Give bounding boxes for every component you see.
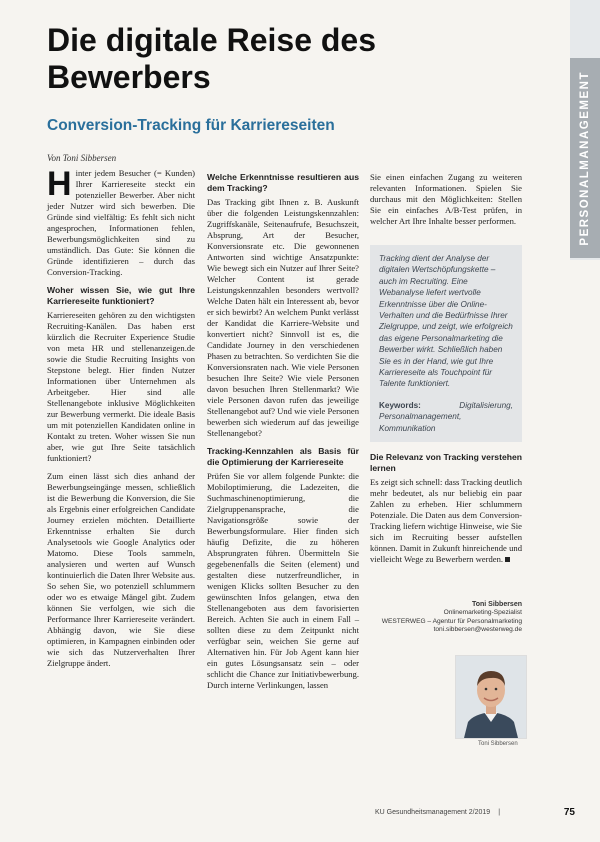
bio-role: Onlinemarketing-Spezialist bbox=[443, 609, 522, 617]
bio-company: WESTERWEG – Agentur für Personalmarketing bbox=[381, 617, 522, 625]
bio-name: Toni Sibbersen bbox=[471, 601, 522, 608]
body-paragraph: Prüfen Sie vor allem folgende Punkte: die Mobiloptimierung, die Ladezeiten, die Suchmaschinenoptimierung, die Zielgruppenansprache, die Navigationsgröße sowie der Bewerbungsformulare. Hier finden sich häufig Defizite, die zu höheren Absprungraten führen. Übermitteln Sie gegebenenfalls die Seiten (element) und gestalten diese nutzerfreundlicher, in wenigen Klicks sollten Besucher zu den gewünschten Infos gelangen, etwa den Stellenangeboten aus dem favorisierten Bereich. Achten Sie auch in einem Fall – sollten diese zu dem Zeitpunkt nicht verfügbar sein, weichen Sie gerne auf Alternativen hin. Für Job Agent kann hier ein gutes Lösungsansatz sein – oder schlicht die Chance zur Initiativbewerbung. Durch interne Verlinkungen, lassen bbox=[207, 471, 359, 690]
keywords-text: Digitalisierung, Personalmanagement, Kommunikation bbox=[379, 400, 513, 433]
bio-email: toni.sibbersen@westerweg.de bbox=[433, 626, 522, 634]
section-heading: Welche Erkenntnisse resultieren aus dem Tracking? bbox=[207, 172, 359, 193]
body-paragraph: Sie einen einfachen Zugang zu weiteren relevanten Informationen. Spielen Sie durchaus mit den Möglichkeiten: Stellen Sie ein einfaches A/B-Test prüfen, in welcher Art Ihre Inhalte besser performen. bbox=[370, 172, 522, 226]
body-paragraph bbox=[370, 477, 522, 565]
section-tab-label: PERSONALMANAGEMENT bbox=[579, 70, 591, 246]
section-heading: Tracking-Kennzahlen als Basis für die Optimierung der Karriereseite bbox=[207, 446, 359, 467]
intro-text: inter jedem Besucher (= Kunden) Ihrer Karriereseite steckt ein potenzieller Bewerber. Aber nicht jeder Nutzer wird sich bewerben. Die Gründe sind vielfältig: Es fehlt sich nicht angesprochen, Informationen fehlen, Bewerbungsmöglichkeiten sind zu umständlich. Das Gute: Sie können die Gründe identifizieren – durch das Conversion-Tracking. bbox=[47, 168, 195, 277]
article-subtitle: Conversion-Tracking für Karriereseiten bbox=[47, 117, 335, 134]
photo-credit: Toni Sibbersen bbox=[478, 741, 518, 747]
column-1 bbox=[47, 165, 195, 676]
journal-name: KU Gesundheitsmanagement 2/2019 bbox=[375, 809, 491, 816]
column-2 bbox=[207, 172, 359, 698]
page-number: 75 bbox=[563, 807, 575, 818]
article-title: Die digitale Reise des Bewerbers bbox=[47, 22, 377, 95]
keywords bbox=[379, 400, 513, 434]
column-3 bbox=[370, 172, 522, 572]
section-tab bbox=[570, 58, 600, 258]
drop-cap: H bbox=[47, 165, 72, 203]
section-heading: Die Relevanz von Tracking verstehen lernen bbox=[370, 452, 522, 473]
keywords-label: Keywords: bbox=[379, 400, 421, 410]
end-mark-icon bbox=[505, 557, 510, 562]
body-paragraph: Zum einen lässt sich dies anhand der Bewerbungseingänge messen, schließlich ist die Bewerbung die Konversion, die Sie als Ergebnis einer erfolgreichen Candidate Journey erzielen möchten. Detaillierte Erkenntnisse erhalten Sie durch Analysetools wie Google Analytics oder Matomo. Diese Tools sammeln, analysieren und werten auf Wunsch kontinuierlich die Daten Ihrer Website aus. So sehen Sie, wo potenziell schlummern oder wo es etwaige Mängel gibt. Zudem können Sie verfolgen, wie sich die Performance Ihrer Karriereseite verändert. Abhängig davon, wie Sie diese optimieren, in Kampagnen einbinden oder wie sich das Nutzerverhalten Ihrer Zielgruppe ändert. bbox=[47, 471, 195, 668]
author-bio bbox=[372, 601, 522, 635]
author-photo bbox=[455, 655, 527, 739]
footer-separator: | bbox=[498, 809, 501, 816]
section-heading: Woher wissen Sie, wie gut Ihre Karriereseite funktioniert? bbox=[47, 285, 195, 306]
body-paragraph: Karriereseiten gehören zu den wichtigsten Recruiting-Kanälen. Das haben erst kürzlich die Recruiter Experience Studie von meta HR und stellenanzeigen.de sowie die Studie Recruiting Insights von Stepstone belegt. Hier finden Nutzer Informationen über Unternehmen als Arbeitgeber. Hier sind alle Stellenangebote inklusive Möglichkeiten zur Bewerbung vermerkt. Die ideale Basis um mit potenziellen Kandidaten online in Kontakt zu treten. Woher wissen Sie nun aber, wie gut Ihre Seite tatsächlich funktioniert? bbox=[47, 310, 195, 463]
pull-quote: Tracking dient der Analyse der digitalen Wertschöpfungskette – auch im Recruiting. Eine Webanalyse liefert wertvolle Erkenntnisse über die Online-Verhalten und die Bedürfnisse Ihrer Zielgruppe, und zeigt, wie erfolgreich das eigene Personalmarketing die Bewerber wirkt. Schließlich haben Sie es in der Hand, wie gut Ihre Karriereseite als Touchpoint für Talente funktioniert. bbox=[379, 254, 513, 389]
page-footer bbox=[375, 807, 575, 818]
pull-quote-box bbox=[370, 245, 522, 442]
closing-text: Es zeigt sich schnell: dass Tracking deutlich mehr bedeutet, als nur beliebig ein paar Zahlen zu erheben. Hier schlummern Potenziale. Die Daten aus dem Conversion-Tracking liefern wichtige Hinweise, wie Sie sich im Recruiting besser aufstellen können. Damit in Zukunft hinreichende und vielleicht Wege zu Bewerbern werden. bbox=[370, 477, 522, 565]
body-paragraph: Das Tracking gibt Ihnen z. B. Auskunft über die folgenden Leistungskennzahlen: Zugriffskanäle, Seitenaufrufe, Besuchszeit, Absprung, Art der Besucher, Konversionsrate etc. Die gewonnenen Antworten sind wichtige Ansatzpunkte: Wie bewegt sich ein Nutzer auf Ihrer Seite? Welcher Content ist gerade Leistungskennzahlen besonders wertvoll? Welche Daten hält ein Interessent ab, bevor er sich bewirbt? An welchem Punkt verlässt der Kandidat die Karriere-Website und konvertiert nicht? Sinnvoll ist es, die Candidate Journey in den verschiedenen Phasen zu betrachten. So verdichten Sie die Konversionsraten nach. Wie viele Personen besuchen Ihre Seite? Wie viele Personen davon besuchen Ihren Stellenmarkt? Wie viele Personen davon rufen das jeweilige Stellenangebot auf? Und wie viele Personen bewerben sich wiederum auf das jeweilige Stellenangebot? bbox=[207, 197, 360, 438]
article-author: Von Toni Sibbersen bbox=[47, 153, 117, 163]
intro-paragraph bbox=[47, 165, 195, 278]
portrait-image bbox=[456, 656, 526, 738]
